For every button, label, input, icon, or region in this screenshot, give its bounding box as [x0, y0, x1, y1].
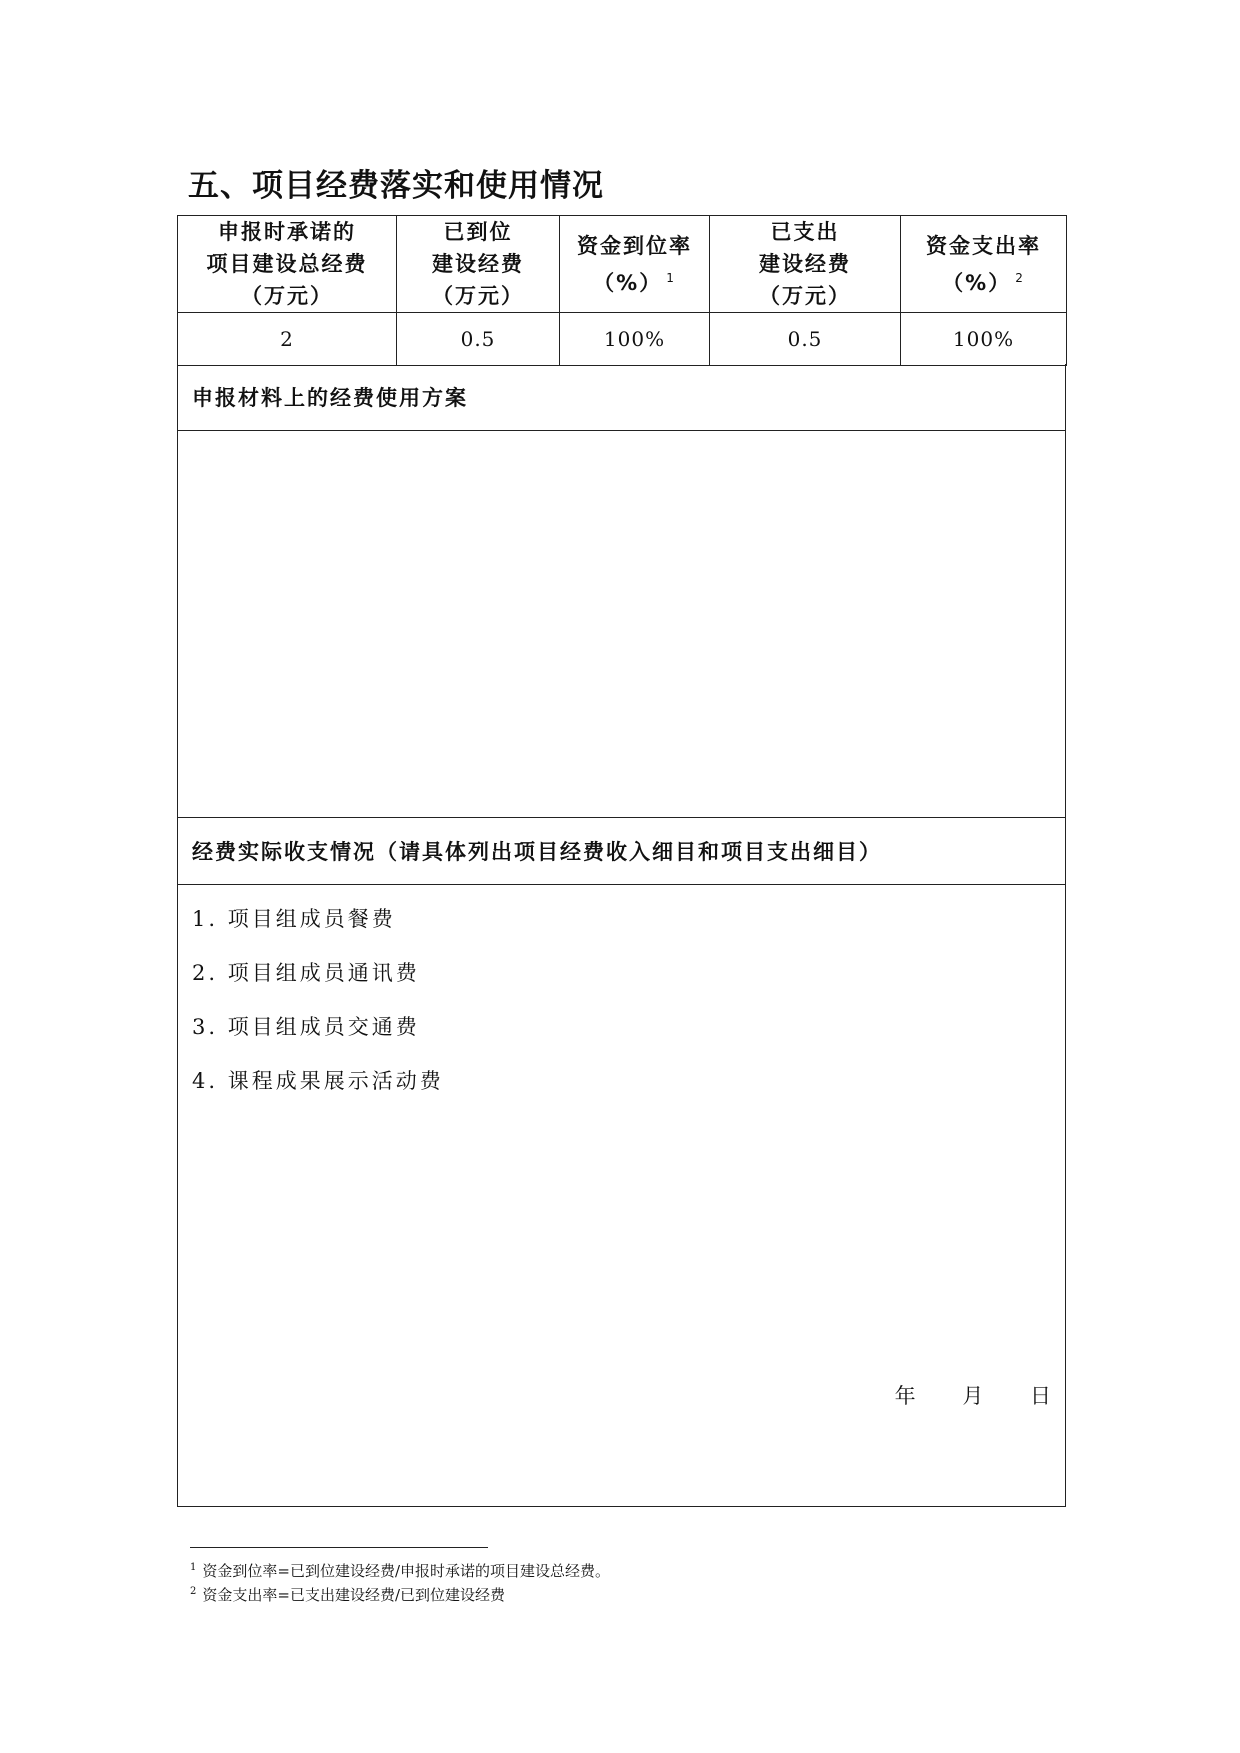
footnote-2: $^2$ 资金支出率=已支出建设经费/已到位建设经费 — [190, 1586, 505, 1604]
footnote-divider — [190, 1547, 488, 1548]
expense-item-list — [192, 905, 444, 1121]
value-spending-rate: 100% — [901, 313, 1067, 366]
header-funding-rate: 资金到位率 （%） $^1$ — [560, 216, 710, 313]
list-item: 4. 课程成果展示活动费 — [192, 1069, 444, 1093]
date-day: 日 — [1030, 1384, 1051, 1408]
header-received-funds: 已到位 建设经费 （万元） — [397, 216, 560, 313]
value-received-funds: 0.5 — [397, 313, 560, 366]
plan-section-body — [177, 431, 1066, 818]
page-title: 五、项目经费落实和使用情况 — [188, 168, 604, 204]
list-item: 1. 项目组成员餐费 — [192, 907, 396, 931]
plan-section-header — [177, 364, 1066, 431]
value-spent-funds: 0.5 — [710, 313, 901, 366]
list-item: 2. 项目组成员通讯费 — [192, 961, 420, 985]
footnote-ref-1: 1 — [666, 270, 676, 285]
actual-section-label: 经费实际收支情况（请具体列出项目经费收入细目和项目支出细目） — [192, 840, 882, 864]
date-year: 年 — [894, 1384, 916, 1408]
date-month: 月 — [962, 1384, 984, 1408]
date-line — [855, 1380, 1051, 1410]
list-item: 3. 项目组成员交通费 — [192, 1015, 420, 1039]
table-value-row — [178, 313, 1067, 366]
header-spent-funds: 已支出 建设经费 （万元） — [710, 216, 901, 313]
table-header-row — [178, 216, 1067, 313]
value-funding-rate: 100% — [560, 313, 710, 366]
header-committed-total: 申报时承诺的 项目建设总经费 （万元） — [178, 216, 397, 313]
plan-section-label: 申报材料上的经费使用方案 — [192, 386, 468, 410]
header-spending-rate: 资金支出率 （%） $^2$ — [901, 216, 1067, 313]
footnote-1: $^1$ 资金到位率=已到位建设经费/申报时承诺的项目建设总经费。 — [190, 1562, 610, 1580]
actual-section-header — [177, 818, 1066, 885]
funding-summary-table — [177, 215, 1067, 366]
actual-section-body — [177, 885, 1066, 1507]
value-committed-total: 2 — [178, 313, 397, 366]
footnote-ref-2: 2 — [1015, 270, 1025, 285]
